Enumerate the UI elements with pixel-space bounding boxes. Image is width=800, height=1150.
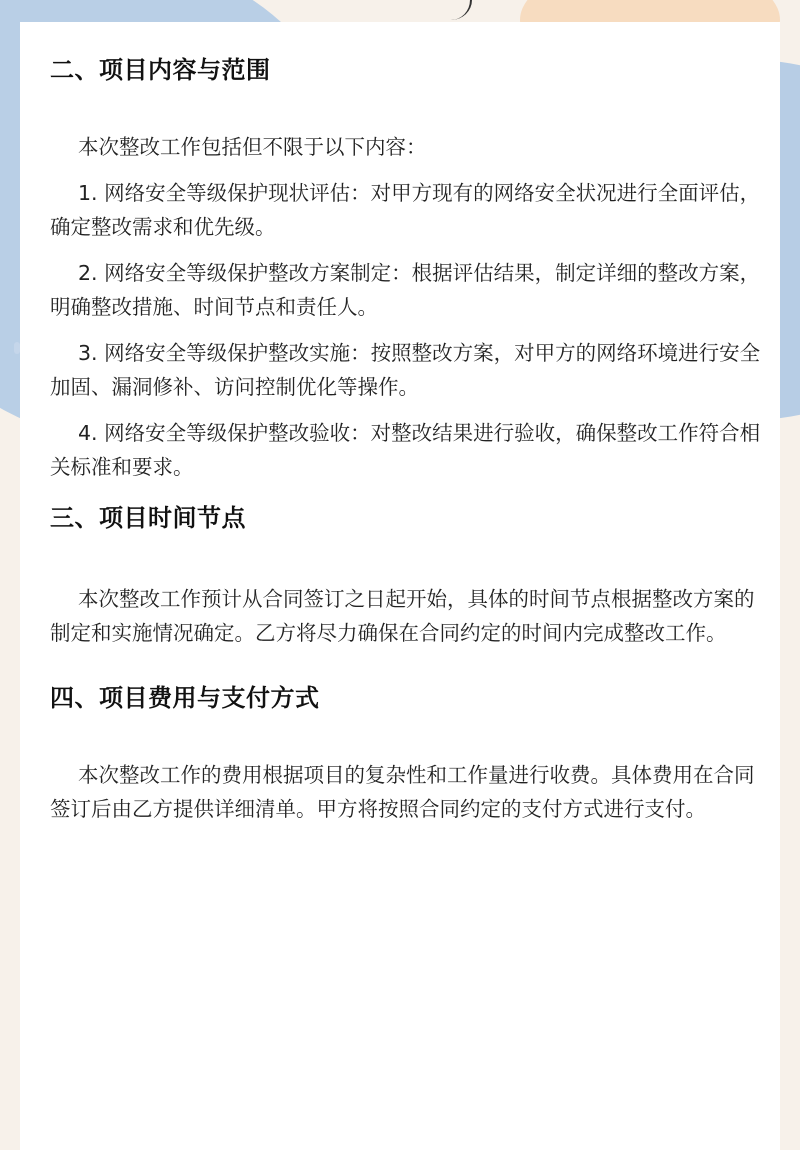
section-title-content-scope: 二、项目内容与范围	[50, 56, 271, 84]
document-card	[20, 22, 780, 1150]
list-item: 1. 网络安全等级保护现状评估：对甲方现有的网络安全状况进行全面评估，确定整改需求和优先级。	[50, 181, 761, 239]
background-line	[430, 0, 472, 20]
section-body: 本次整改工作预计从合同签订之日起开始，具体的时间节点根据整改方案的制定和实施情况确定。乙方将尽力确保在合同约定的时间内完成整改工作。	[50, 587, 755, 645]
section-body: 本次整改工作的费用根据项目的复杂性和工作量进行收费。具体费用在合同签订后由乙方提供详细清单。甲方将按照合同约定的支付方式进行支付。	[50, 763, 755, 821]
section-title-timeline: 三、项目时间节点	[50, 504, 246, 532]
list-item: 3. 网络安全等级保护整改实施：按照整改方案，对甲方的网络环境进行安全加固、漏洞修补、访问控制优化等操作。	[50, 341, 761, 399]
section-intro: 本次整改工作包括但不限于以下内容：	[78, 135, 427, 159]
list-item: 2. 网络安全等级保护整改方案制定：根据评估结果，制定详细的整改方案，明确整改措施、时间节点和责任人。	[50, 261, 761, 319]
list-item: 4. 网络安全等级保护整改验收：对整改结果进行验收，确保整改工作符合相关标准和要求。	[50, 421, 761, 479]
document-content	[50, 50, 762, 826]
section-title-fees-payment: 四、项目费用与支付方式	[50, 684, 320, 712]
